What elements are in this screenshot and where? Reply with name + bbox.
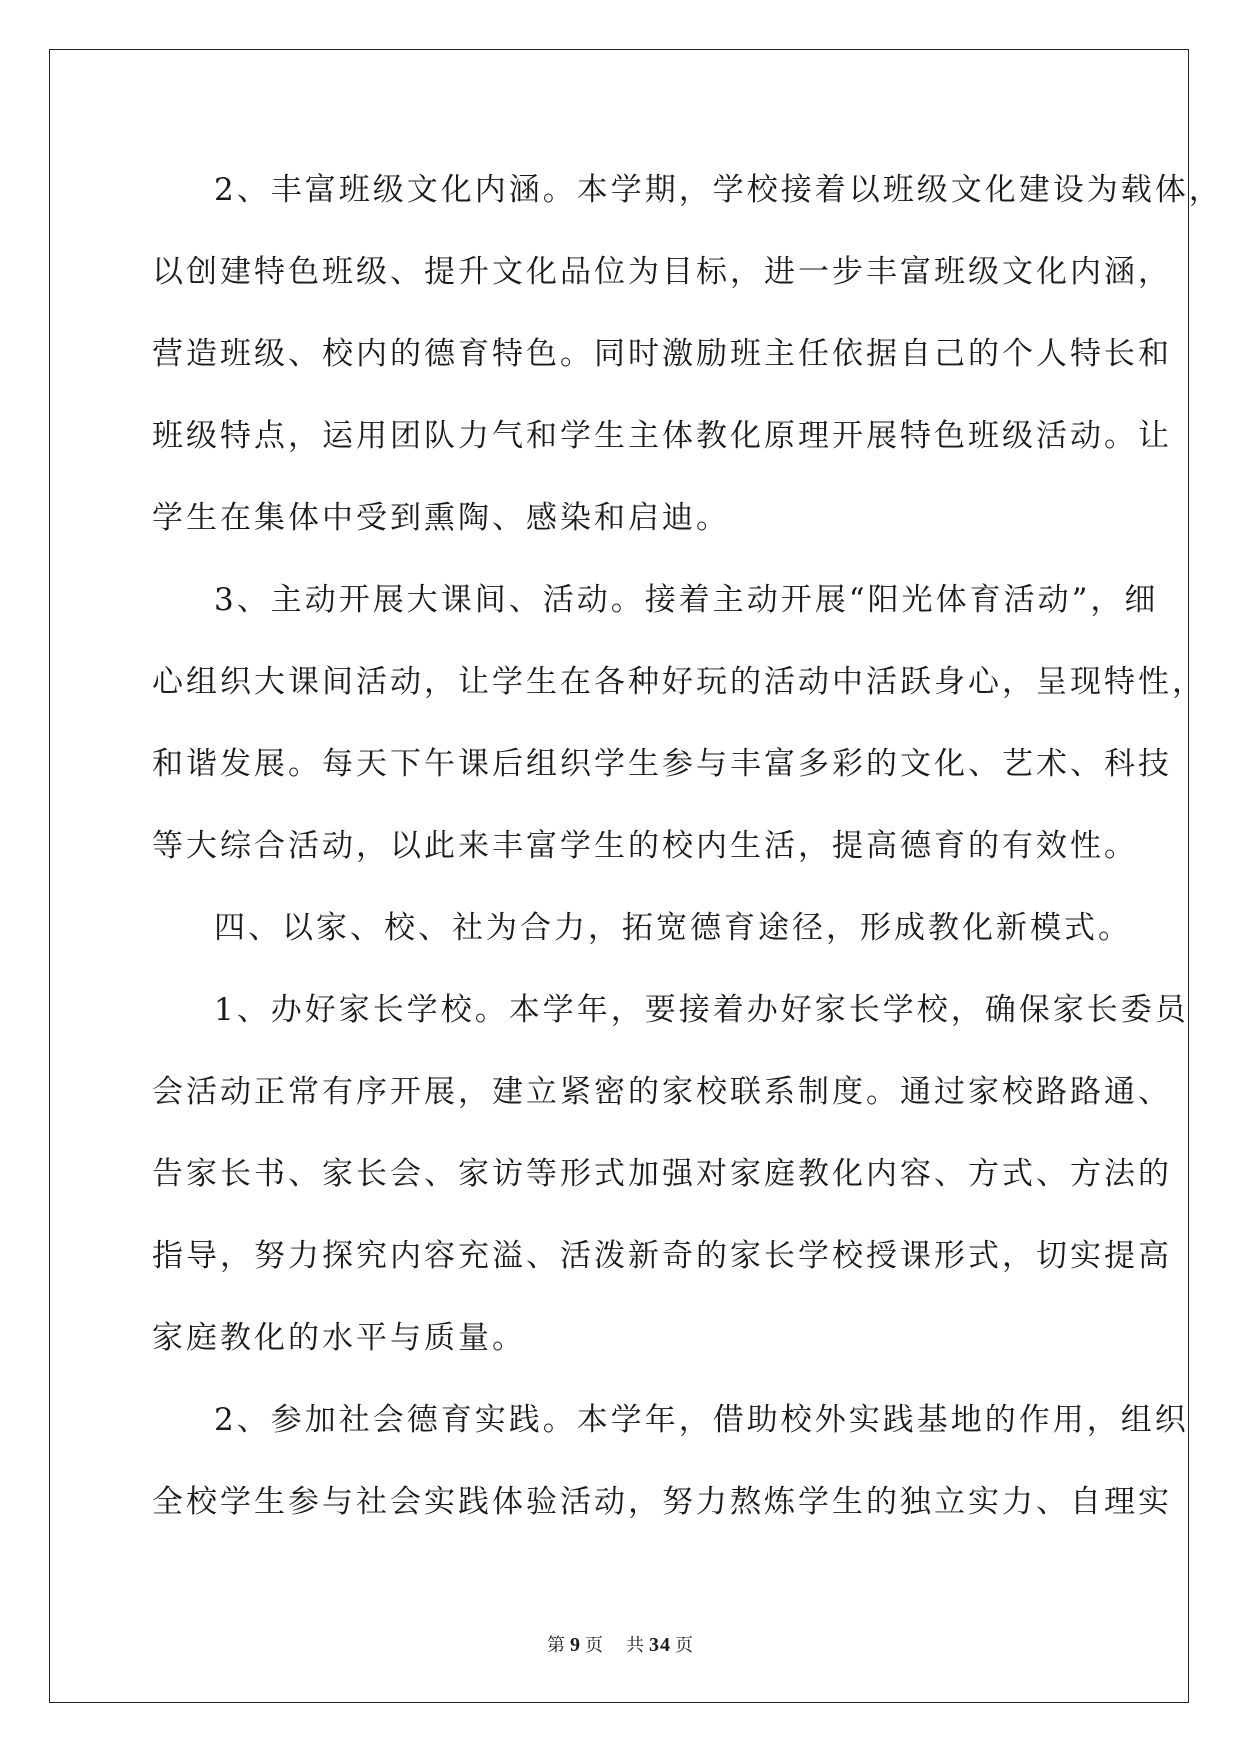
total-prefix: 共 (626, 1635, 645, 1656)
text-line: 全校学生参与社会实践体验活动，努力熬炼学生的独立实力、自理实 (152, 1484, 1172, 1520)
text-line: 3、主动开展大课间、活动。接着主动开展“阳光体育活动”，细 (214, 582, 1159, 618)
text-line: 2、参加社会德育实践。本学年，借助校外实践基地的作用，组织 (214, 1402, 1189, 1438)
page-number: 9 (570, 1634, 581, 1656)
total-pages: 34 (649, 1634, 671, 1656)
text-line: 等大综合活动，以此来丰富学生的校内生活，提高德育的有效性。 (152, 828, 1138, 864)
document-body (152, 168, 1223, 1562)
text-line: 家庭教化的水平与质量。 (152, 1320, 526, 1356)
text-line: 2、丰富班级文化内涵。本学期，学校接着以班级文化建设为载体， (214, 172, 1223, 208)
total-suffix: 页 (675, 1635, 694, 1656)
text-line: 班级特点，运用团队力气和学生主体教化原理开展特色班级活动。让 (152, 418, 1172, 454)
text-line: 学生在集体中受到熏陶、感染和启迪。 (152, 500, 730, 536)
text-line: 以创建特色班级、提升文化品位为目标，进一步丰富班级文化内涵， (152, 254, 1172, 290)
text-line: 告家长书、家长会、家访等形式加强对家庭教化内容、方式、方法的 (152, 1156, 1172, 1192)
section-heading: 四、以家、校、社为合力，拓宽德育途径，形成教化新模式。 (214, 910, 1132, 946)
page-prefix: 第 (547, 1635, 566, 1656)
text-line: 会活动正常有序开展，建立紧密的家校联系制度。通过家校路路通、 (152, 1074, 1172, 1110)
text-line: 指导，努力探究内容充溢、活泼新奇的家长学校授课形式，切实提高 (152, 1238, 1172, 1274)
text-line: 营造班级、校内的德育特色。同时激励班主任依据自己的个人特长和 (152, 336, 1172, 372)
text-line: 和谐发展。每天下午课后组织学生参与丰富多彩的文化、艺术、科技 (152, 746, 1172, 782)
page-footer (0, 1631, 1241, 1657)
text-line: 心组织大课间活动，让学生在各种好玩的活动中活跃身心，呈现特性， (152, 664, 1206, 700)
page-suffix: 页 (585, 1635, 604, 1656)
text-line: 1、办好家长学校。本学年，要接着办好家长学校，确保家长委员 (214, 992, 1189, 1028)
